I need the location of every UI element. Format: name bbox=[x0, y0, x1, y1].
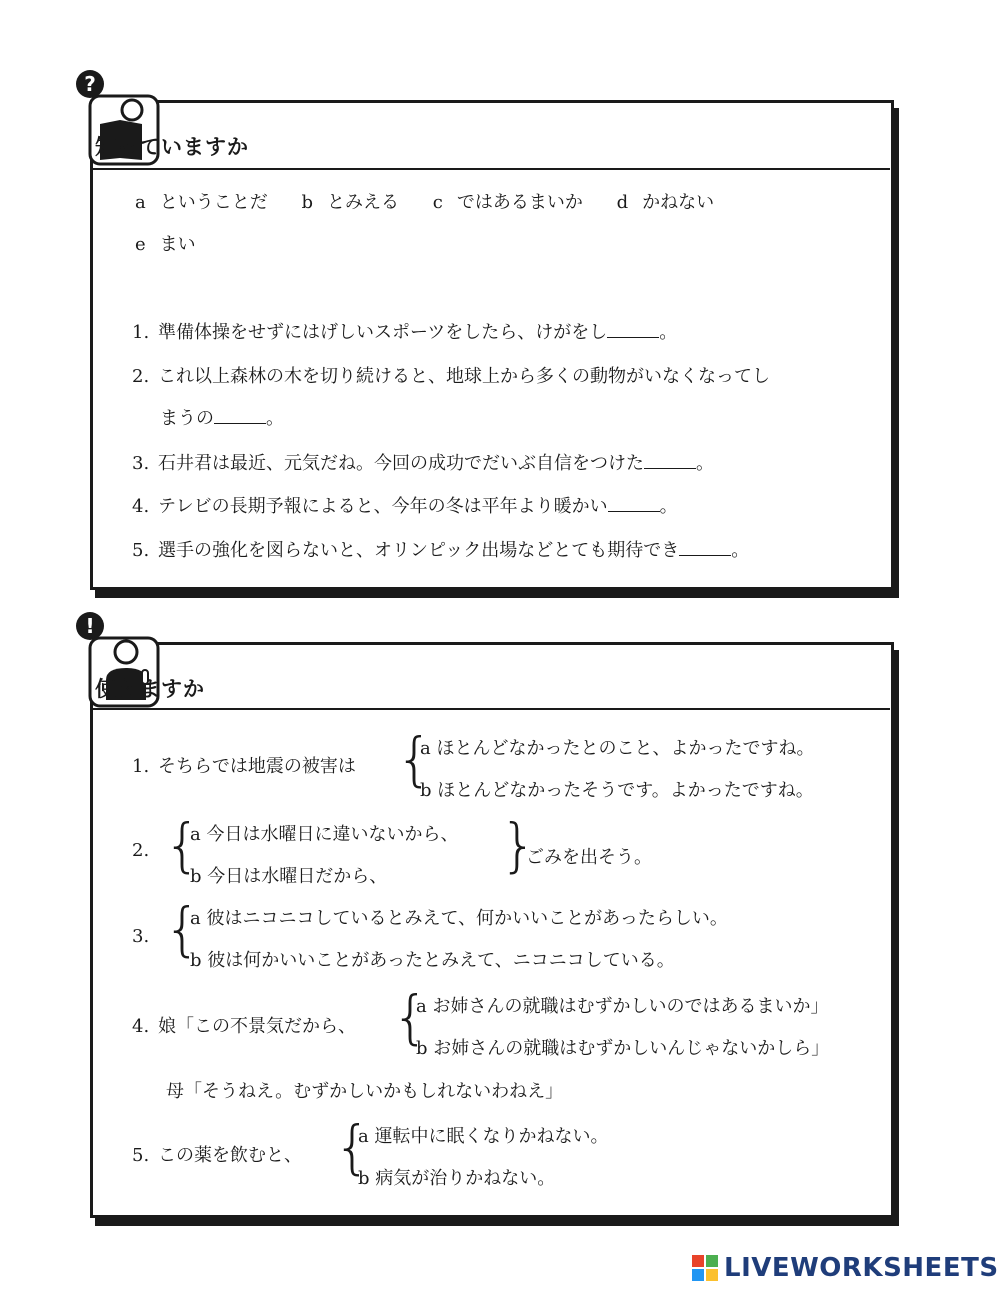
usage-question-2-number: 2. bbox=[132, 840, 150, 861]
svg-text:?: ? bbox=[84, 72, 96, 96]
usage-question-1 bbox=[132, 752, 356, 778]
question-3-end: 。 bbox=[696, 453, 714, 474]
usage-question-3-option-b[interactable]: b 彼は何かいいことがあったとみえて、ニコニコしている。 bbox=[190, 950, 675, 971]
choices-row-2 bbox=[135, 230, 196, 256]
svg-text:!: ! bbox=[85, 614, 95, 638]
liveworksheets-logo-text: LIVEWORKSHEETS bbox=[724, 1253, 999, 1283]
question-1-text: 準備体操をせずにはげしいスポーツをしたら、けがをし bbox=[158, 322, 608, 343]
question-4-text: テレビの長期予報によると、今年の冬は平年より暖かい bbox=[158, 496, 608, 517]
section1-title-divider bbox=[90, 168, 890, 170]
question-3 bbox=[132, 449, 714, 475]
question-5-text: 選手の強化を図らないと、オリンピック出場などとても期待でき bbox=[158, 540, 680, 561]
choice-a-label: a bbox=[135, 192, 146, 213]
liveworksheets-logo-icon bbox=[692, 1255, 718, 1281]
question-1-end: 。 bbox=[659, 322, 678, 343]
usage-question-2-option-a[interactable]: a 今日は水曜日に違いないから、 bbox=[190, 824, 459, 845]
usage-question-5 bbox=[132, 1141, 302, 1167]
question-3-blank[interactable] bbox=[644, 468, 696, 469]
usage-question-5-prefix: この薬を飲むと、 bbox=[158, 1145, 302, 1166]
usage-question-1-brace: { bbox=[396, 725, 433, 793]
usage-question-1-number: 1. bbox=[132, 756, 150, 777]
usage-question-2-suffix: ごみを出そう。 bbox=[526, 847, 652, 868]
question-5-number: 5. bbox=[132, 540, 150, 561]
section2-title-divider bbox=[90, 708, 890, 710]
choice-c-label: c bbox=[432, 192, 443, 213]
choice-e-text: まい bbox=[159, 234, 196, 255]
usage-question-3-brace: { bbox=[164, 895, 201, 963]
question-5-end: 。 bbox=[731, 540, 750, 561]
usage-question-5-option-b[interactable]: b 病気が治りかねない。 bbox=[358, 1168, 556, 1189]
usage-question-3-number: 3. bbox=[132, 926, 150, 947]
usage-question-5-option-a[interactable]: a 運転中に眠くなりかねない。 bbox=[358, 1126, 609, 1147]
question-2-cont-text: まうの bbox=[160, 408, 214, 429]
liveworksheets-logo bbox=[692, 1253, 999, 1283]
choice-c-text: ではあるまいか bbox=[456, 192, 583, 213]
question-1 bbox=[132, 318, 677, 344]
usage-question-2-left-brace: { bbox=[164, 811, 201, 879]
question-1-number: 1. bbox=[132, 322, 150, 343]
choice-d-text: かねない bbox=[642, 192, 715, 213]
question-2-text: これ以上森林の木を切り続けると、地球上から多くの動物がいなくなってし bbox=[158, 366, 770, 387]
question-4 bbox=[132, 492, 678, 518]
usage-question-4-number: 4. bbox=[132, 1016, 150, 1037]
question-5 bbox=[132, 536, 749, 562]
usage-question-2-right-brace: } bbox=[500, 811, 537, 879]
usage-question-4-reply: 母「そうねえ。むずかしいかもしれないわねえ」 bbox=[166, 1081, 564, 1102]
question-2-end: 。 bbox=[266, 408, 284, 429]
choice-e-label: e bbox=[135, 234, 146, 255]
section1-title: 知っていますか bbox=[95, 135, 249, 159]
usage-question-5-brace: { bbox=[334, 1113, 371, 1181]
question-2 bbox=[132, 362, 770, 388]
question-4-number: 4. bbox=[132, 496, 150, 517]
section2-title: 使えますか bbox=[95, 677, 205, 701]
usage-question-4-prefix: 娘「この不景気だから、 bbox=[158, 1016, 356, 1037]
question-1-blank[interactable] bbox=[607, 337, 659, 338]
question-2-blank[interactable] bbox=[214, 423, 266, 424]
usage-question-4 bbox=[132, 1012, 356, 1038]
question-5-blank[interactable] bbox=[679, 555, 731, 556]
choice-b-label: b bbox=[301, 192, 313, 213]
usage-question-4-brace: { bbox=[392, 983, 429, 1051]
question-4-blank[interactable] bbox=[608, 511, 660, 512]
usage-question-1-option-a[interactable]: a ほとんどなかったとのこと、よかったですね。 bbox=[420, 738, 815, 759]
usage-question-3-option-a[interactable]: a 彼はニコニコしているとみえて、何かいいことがあったらしい。 bbox=[190, 908, 728, 929]
choices-row-1 bbox=[135, 188, 714, 214]
choice-b-text: とみえる bbox=[327, 192, 399, 213]
usage-question-5-number: 5. bbox=[132, 1145, 150, 1166]
question-3-number: 3. bbox=[132, 453, 150, 474]
usage-question-4-option-a[interactable]: a お姉さんの就職はむずかしいのではあるまいか」 bbox=[416, 996, 829, 1017]
choice-d-label: d bbox=[616, 192, 629, 213]
question-3-text: 石井君は最近、元気だね。今回の成功でだいぶ自信をつけた bbox=[158, 453, 644, 474]
choice-a-text: ということだ bbox=[159, 192, 268, 213]
question-4-end: 。 bbox=[659, 496, 678, 517]
usage-question-4-option-b[interactable]: b お姉さんの就職はむずかしいんじゃないかしら」 bbox=[416, 1038, 830, 1059]
question-2-cont bbox=[160, 404, 284, 430]
usage-question-2-option-b[interactable]: b 今日は水曜日だから、 bbox=[190, 866, 388, 887]
usage-question-1-prefix: そちらでは地震の被害は bbox=[158, 756, 356, 777]
usage-question-1-option-b[interactable]: b ほとんどなかったそうです。よかったですね。 bbox=[420, 780, 814, 801]
question-2-number: 2. bbox=[132, 366, 150, 387]
